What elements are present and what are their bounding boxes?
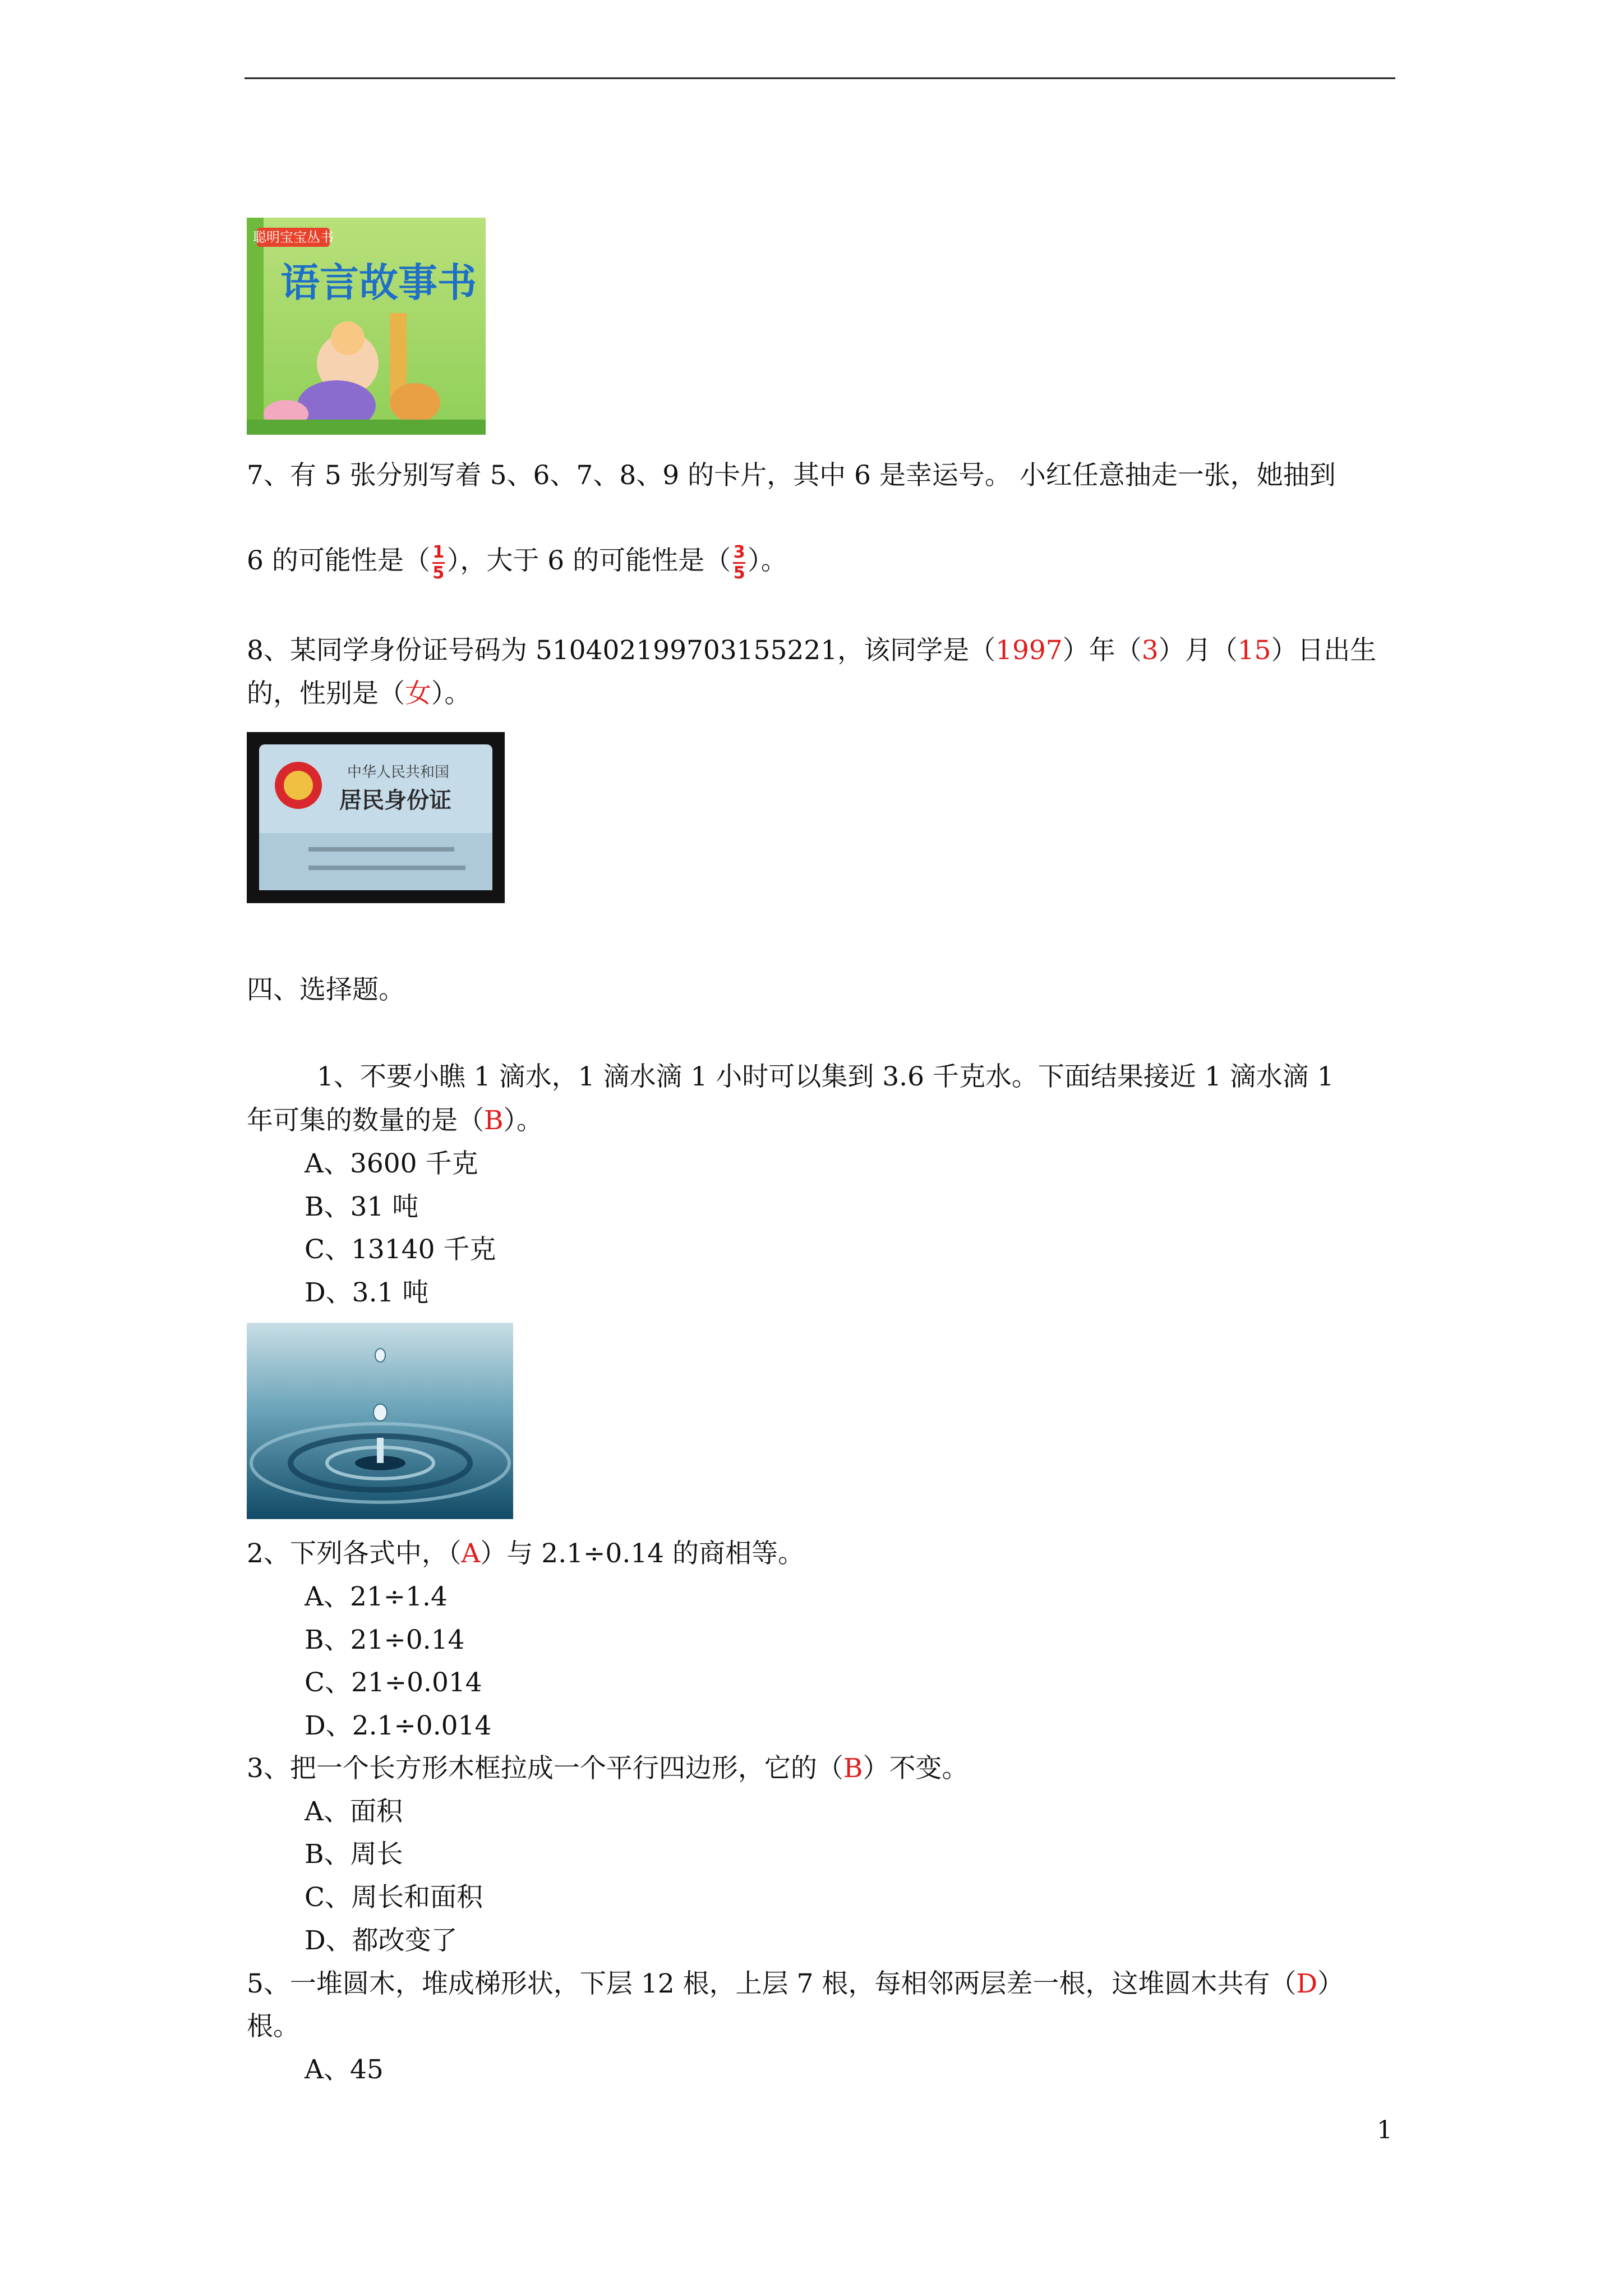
header-rule xyxy=(245,77,1395,79)
section-heading-choice: 四、选择题。 xyxy=(247,974,405,1005)
c3-option-c: C、周长和面积 xyxy=(305,1882,483,1913)
c1-option-d: D、3.1 吨 xyxy=(305,1277,429,1308)
c2-option-d: D、2.1÷0.014 xyxy=(305,1710,492,1741)
c1-line1: 1、不要小瞧 1 滴水，1 滴水滴 1 小时可以集到 3.6 千克水。下面结果接近 1 滴水滴 1 xyxy=(317,1061,1334,1092)
q7-fraction-answer-1: $\frac{1}{5}$ xyxy=(432,542,445,583)
q8-answer-gender: 女 xyxy=(405,678,431,709)
c1-line2: 年可集的数量的是（B）。 xyxy=(247,1105,543,1136)
id-card-image xyxy=(247,732,505,903)
q7-fraction-answer-2: $\frac{3}{5}$ xyxy=(733,542,745,583)
q7-line2: 6 的可能性是（ $\frac{1}{5}$），大于 6 的可能性是（ $\frac{3}{5}$）。 xyxy=(247,542,787,583)
c5-line1: 5、一堆圆木，堆成梯形状，下层 12 根，上层 7 根，每相邻两层差一根，这堆圆木共有（D） xyxy=(247,1968,1344,1999)
q8-answer-month: 3 xyxy=(1141,635,1159,666)
c5-option-a: A、45 xyxy=(305,2054,384,2085)
c3-line1: 3、把一个长方形木框拉成一个平行四边形，它的（B）不变。 xyxy=(247,1753,969,1784)
q8-line2: 的，性别是（女）。 xyxy=(247,678,471,709)
c3-option-a: A、面积 xyxy=(305,1796,403,1827)
q7-line1: 7、有 5 张分别写着 5、6、7、8、9 的卡片，其中 6 是幸运号。 小红任意抽走一张，她抽到 xyxy=(247,460,1336,491)
c2-option-a: A、21÷1.4 xyxy=(305,1581,448,1612)
c2-option-c: C、21÷0.014 xyxy=(305,1667,482,1698)
q8-answer-day: 15 xyxy=(1237,635,1271,666)
c5-answer: D xyxy=(1296,1968,1318,1999)
svg-text:聪明宝宝丛书: 聪明宝宝丛书 xyxy=(253,229,334,245)
c3-option-d: D、都改变了 xyxy=(305,1925,458,1956)
svg-text:中华人民共和国: 中华人民共和国 xyxy=(347,764,450,781)
c1-answer: B xyxy=(484,1105,504,1136)
page-number: 1 xyxy=(1377,2116,1393,2145)
water-drop-image xyxy=(247,1323,513,1519)
c1-option-a: A、3600 千克 xyxy=(305,1148,478,1179)
c2-answer: A xyxy=(461,1538,481,1569)
q8-answer-year: 1997 xyxy=(995,635,1063,666)
q8-line1: 8、某同学身份证号码为 510402199703155221，该同学是（1997）年（3）月（15）日出生 xyxy=(247,635,1377,666)
c1-option-c: C、13140 千克 xyxy=(305,1234,496,1265)
c1-option-b: B、31 吨 xyxy=(305,1191,419,1222)
c2-line1: 2、下列各式中，（A）与 2.1÷0.14 的商相等。 xyxy=(247,1538,805,1569)
c2-option-b: B、21÷0.14 xyxy=(305,1625,465,1655)
svg-text:居民身份证: 居民身份证 xyxy=(339,787,451,813)
svg-text:语言故事书: 语言故事书 xyxy=(280,260,477,306)
c5-line2: 根。 xyxy=(247,2011,299,2042)
storybook-cover-image xyxy=(247,218,486,435)
c3-option-b: B、周长 xyxy=(305,1839,403,1870)
c3-answer: B xyxy=(843,1753,863,1784)
